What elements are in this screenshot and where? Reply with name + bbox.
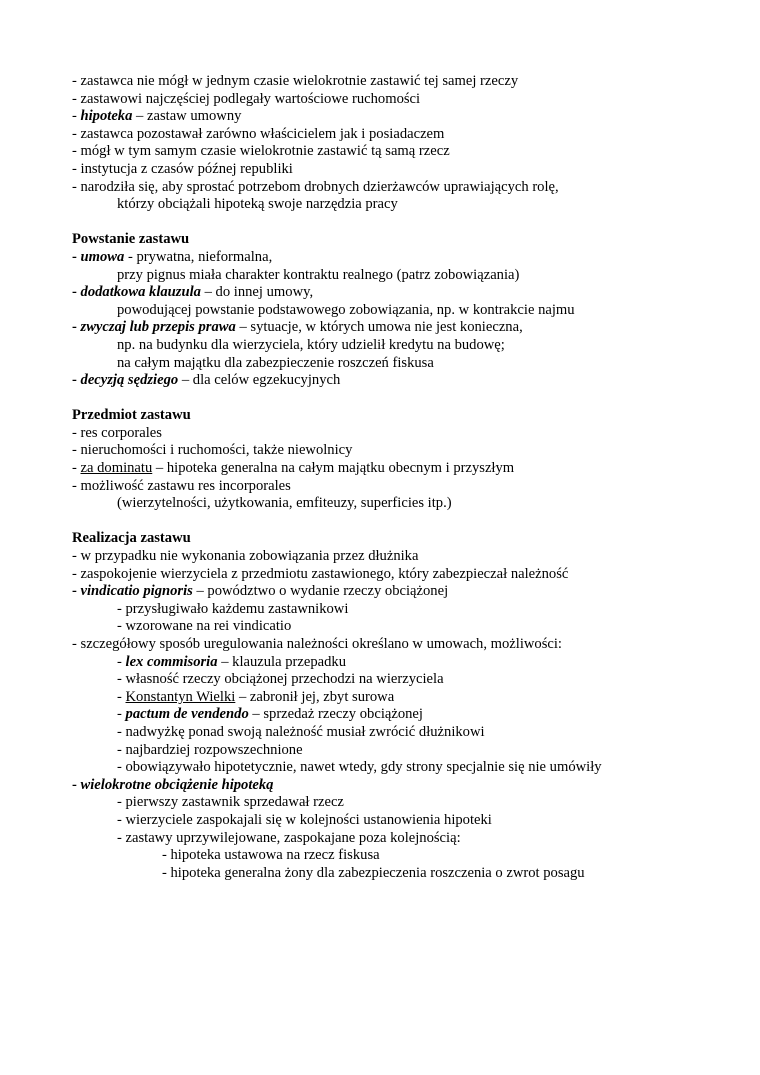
list-item-continued: powodującej powstanie podstawowego zobowiązania, np. w kontrakcie najmu (117, 301, 575, 318)
list-item: - zaspokojenie wierzyciela z przedmiotu zastawionego, który zabezpieczał należność (72, 565, 569, 582)
list-item (72, 284, 712, 302)
term-vindicatio-pignoris: vindicatio pignoris (80, 583, 193, 600)
list-item: - szczegółowy sposób uregulowania należności określano w umowach, możliwości: (72, 636, 562, 652)
definition: – powództwo o wydanie rzeczy obciążonej (192, 583, 449, 600)
sub-item: - wierzyciele zaspokajali się w kolejności ustanowienia hipoteki (117, 811, 492, 828)
dash: - (72, 583, 81, 600)
list-item (72, 372, 712, 390)
intro-line: - mógł w tym samym czasie wielokrotnie zastawić tą samą rzecz (72, 143, 450, 160)
sub-sub-item: - hipoteka ustawowa na rzecz fiskusa (162, 847, 380, 864)
sub-item: - własność rzeczy obciążonej przechodzi na wierzyciela (117, 671, 444, 688)
dash: - (72, 372, 81, 389)
section-heading-przedmiot: Przedmiot zastawu (72, 407, 191, 424)
document-body (72, 73, 712, 882)
dash: - (72, 248, 81, 265)
sub-item (72, 654, 712, 672)
list-item: - nieruchomości i ruchomości, także niewolnicy (72, 442, 353, 459)
term-umowa: umowa (80, 248, 125, 265)
list-item: - res corporales (72, 424, 162, 441)
sub-sub-item: - hipoteka generalna żony dla zabezpieczenia roszczenia o zwrot posagu (162, 864, 585, 881)
underlined-term-za-dominatu: za dominatu (80, 460, 153, 477)
list-item-continued: np. na budynku dla wierzyciela, który udzielił kredytu na budowę; (117, 336, 505, 353)
dash: - (72, 108, 81, 125)
list-item-continued: przy pignus miała charakter kontraktu realnego (patrz zobowiązania) (117, 266, 520, 283)
list-item (72, 583, 712, 601)
list-item: - możliwość zastawu res incorporales (72, 477, 291, 494)
term-decyzja-sedziego: decyzją sędziego (80, 372, 179, 389)
sub-item: - obowiązywało hipotetycznie, nawet wtedy, gdy strony specjalnie się nie umówiły (117, 759, 602, 776)
intro-line-continued: którzy obciążali hipoteką swoje narzędzia pracy (117, 196, 398, 213)
intro-line: - zastawca pozostawał zarówno właścicielem jak i posiadaczem (72, 125, 445, 142)
definition: – zastaw umowny (132, 108, 242, 125)
term-dodatkowa-klauzula: dodatkowa klauzula (80, 284, 201, 301)
sub-item: - wzorowane na rei vindicatio (117, 618, 292, 635)
term-zwyczaj: zwyczaj lub przepis prawa (80, 319, 236, 336)
intro-line: - instytucja z czasów późnej republiki (72, 160, 293, 177)
definition: - prywatna, nieformalna, (124, 248, 273, 265)
list-item (72, 460, 712, 478)
list-item (72, 777, 712, 795)
dash: - (72, 460, 81, 477)
sub-item (72, 706, 712, 724)
intro-line: - zastawca nie mógł w jednym czasie wielokrotnie zastawić tej samej rzeczy (72, 73, 519, 89)
dash: - (117, 653, 126, 670)
intro-line: - narodziła się, aby sprostać potrzebom drobnych dzierżawców uprawiających rolę, (72, 178, 559, 195)
section-heading-realizacja: Realizacja zastawu (72, 530, 191, 547)
definition: – klauzula przepadku (217, 653, 346, 670)
sub-item (72, 689, 712, 707)
list-item (72, 319, 712, 337)
definition: – sytuacje, w których umowa nie jest konieczna, (235, 319, 523, 336)
dash: - (117, 706, 126, 723)
sub-item: - pierwszy zastawnik sprzedawał rzecz (117, 794, 344, 811)
definition: – sprzedaż rzeczy obciążonej (248, 706, 423, 723)
dash: - (72, 284, 81, 301)
list-item (72, 249, 712, 267)
list-item-continued: (wierzytelności, użytkowania, emfiteuzy, superficies itp.) (117, 495, 452, 512)
list-item: - w przypadku nie wykonania zobowiązania przez dłużnika (72, 548, 419, 565)
intro-line: - zastawowi najczęściej podlegały wartościowe ruchomości (72, 90, 421, 107)
list-item-continued: na całym majątku dla zabezpieczenie roszczeń fiskusa (117, 354, 434, 371)
definition: – do innej umowy, (200, 284, 314, 301)
definition: – dla celów egzekucyjnych (178, 372, 341, 389)
sub-item: - najbardziej rozpowszechnione (117, 741, 303, 758)
dash: - (117, 688, 126, 705)
dash: - (72, 776, 81, 793)
underlined-term-konstantyn: Konstantyn Wielki (125, 688, 236, 705)
term-hipoteka: hipoteka (80, 108, 133, 125)
dash: - (72, 319, 81, 336)
sub-item: - zastawy uprzywilejowane, zaspokajane poza kolejnością: (117, 829, 461, 846)
term-wielokrotne-obciazenie: wielokrotne obciążenie hipoteką (80, 776, 274, 793)
sub-item: - nadwyżkę ponad swoją należność musiał zwrócić dłużnikowi (117, 723, 485, 740)
section-heading-powstanie: Powstanie zastawu (72, 231, 190, 248)
term-lex-commisoria: lex commisoria (125, 653, 218, 670)
sub-item: - przysługiwało każdemu zastawnikowi (117, 600, 349, 617)
definition: – zabronił jej, zbyt surowa (235, 688, 395, 705)
intro-line (72, 108, 712, 126)
term-pactum-de-vendendo: pactum de vendendo (125, 706, 249, 723)
definition: – hipoteka generalna na całym majątku obecnym i przyszłym (152, 460, 515, 477)
